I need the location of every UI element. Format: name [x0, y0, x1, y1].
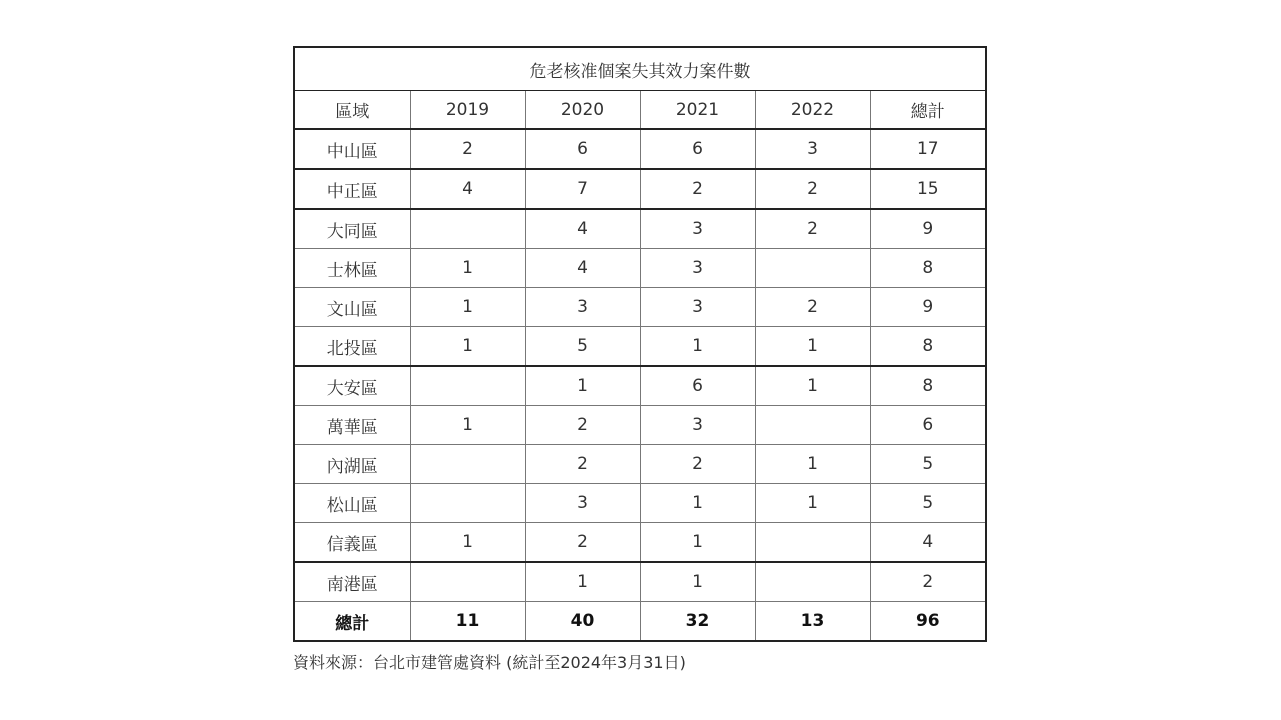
count-cell: 4 [410, 169, 525, 209]
count-cell [755, 406, 870, 445]
table-row [294, 484, 986, 523]
count-cell: 1 [410, 288, 525, 327]
region-cell: 松山區 [294, 484, 410, 523]
count-cell [410, 445, 525, 484]
table-row [294, 523, 986, 563]
count-cell [755, 562, 870, 602]
count-cell: 3 [640, 249, 755, 288]
count-cell: 4 [870, 523, 986, 563]
count-cell: 6 [640, 366, 755, 406]
region-cell: 中山區 [294, 129, 410, 169]
count-cell: 2 [640, 445, 755, 484]
table-row [294, 288, 986, 327]
count-cell: 17 [870, 129, 986, 169]
count-cell: 1 [410, 406, 525, 445]
count-cell: 5 [525, 327, 640, 367]
count-cell: 1 [755, 366, 870, 406]
count-cell: 1 [640, 523, 755, 563]
header-row [294, 91, 986, 130]
region-cell: 南港區 [294, 562, 410, 602]
count-cell: 1 [525, 562, 640, 602]
count-cell: 2 [525, 523, 640, 563]
table-row [294, 209, 986, 249]
region-cell: 萬華區 [294, 406, 410, 445]
count-cell: 8 [870, 249, 986, 288]
table-row [294, 249, 986, 288]
count-cell: 2 [525, 445, 640, 484]
total-row [294, 602, 986, 642]
count-cell: 1 [410, 249, 525, 288]
count-cell: 15 [870, 169, 986, 209]
count-cell: 3 [755, 129, 870, 169]
count-cell: 4 [525, 209, 640, 249]
count-cell: 1 [755, 327, 870, 367]
count-cell: 6 [525, 129, 640, 169]
total-cell: 32 [640, 602, 755, 642]
count-cell: 1 [755, 484, 870, 523]
header-2020: 2020 [525, 91, 640, 130]
count-cell: 8 [870, 366, 986, 406]
count-cell: 6 [870, 406, 986, 445]
table-row [294, 562, 986, 602]
count-cell: 1 [640, 484, 755, 523]
table-title: 危老核准個案失其效力案件數 [294, 47, 986, 91]
region-cell: 北投區 [294, 327, 410, 367]
count-cell: 3 [525, 288, 640, 327]
region-cell: 大安區 [294, 366, 410, 406]
table-row [294, 445, 986, 484]
table-row [294, 129, 986, 169]
table-row [294, 327, 986, 367]
region-cell: 信義區 [294, 523, 410, 563]
table-body [294, 129, 986, 641]
count-cell: 1 [410, 327, 525, 367]
cases-table [293, 46, 987, 642]
region-cell: 文山區 [294, 288, 410, 327]
header-total: 總計 [870, 91, 986, 130]
table-row [294, 366, 986, 406]
total-cell: 96 [870, 602, 986, 642]
count-cell [410, 209, 525, 249]
count-cell: 1 [640, 562, 755, 602]
header-2019: 2019 [410, 91, 525, 130]
count-cell [410, 562, 525, 602]
count-cell: 1 [525, 366, 640, 406]
count-cell [410, 366, 525, 406]
source-note: 資料來源：台北市建管處資料 (統計至2024年3月31日) [293, 653, 686, 672]
table-row [294, 406, 986, 445]
count-cell: 1 [755, 445, 870, 484]
count-cell: 9 [870, 288, 986, 327]
count-cell: 2 [525, 406, 640, 445]
count-cell: 3 [640, 406, 755, 445]
count-cell: 2 [870, 562, 986, 602]
count-cell: 2 [755, 288, 870, 327]
region-cell: 內湖區 [294, 445, 410, 484]
region-cell: 大同區 [294, 209, 410, 249]
header-2021: 2021 [640, 91, 755, 130]
count-cell: 4 [525, 249, 640, 288]
count-cell: 7 [525, 169, 640, 209]
count-cell: 5 [870, 484, 986, 523]
total-cell: 11 [410, 602, 525, 642]
count-cell [410, 484, 525, 523]
count-cell: 6 [640, 129, 755, 169]
count-cell: 1 [410, 523, 525, 563]
count-cell: 5 [870, 445, 986, 484]
count-cell [755, 249, 870, 288]
total-cell: 40 [525, 602, 640, 642]
total-label: 總計 [294, 602, 410, 642]
table-row [294, 169, 986, 209]
count-cell [755, 523, 870, 563]
count-cell: 9 [870, 209, 986, 249]
header-2022: 2022 [755, 91, 870, 130]
count-cell: 2 [410, 129, 525, 169]
count-cell: 2 [640, 169, 755, 209]
count-cell: 1 [640, 327, 755, 367]
count-cell: 2 [755, 169, 870, 209]
total-cell: 13 [755, 602, 870, 642]
header-region: 區域 [294, 91, 410, 130]
count-cell: 3 [525, 484, 640, 523]
count-cell: 3 [640, 288, 755, 327]
count-cell: 3 [640, 209, 755, 249]
region-cell: 中正區 [294, 169, 410, 209]
count-cell: 2 [755, 209, 870, 249]
count-cell: 8 [870, 327, 986, 367]
region-cell: 士林區 [294, 249, 410, 288]
